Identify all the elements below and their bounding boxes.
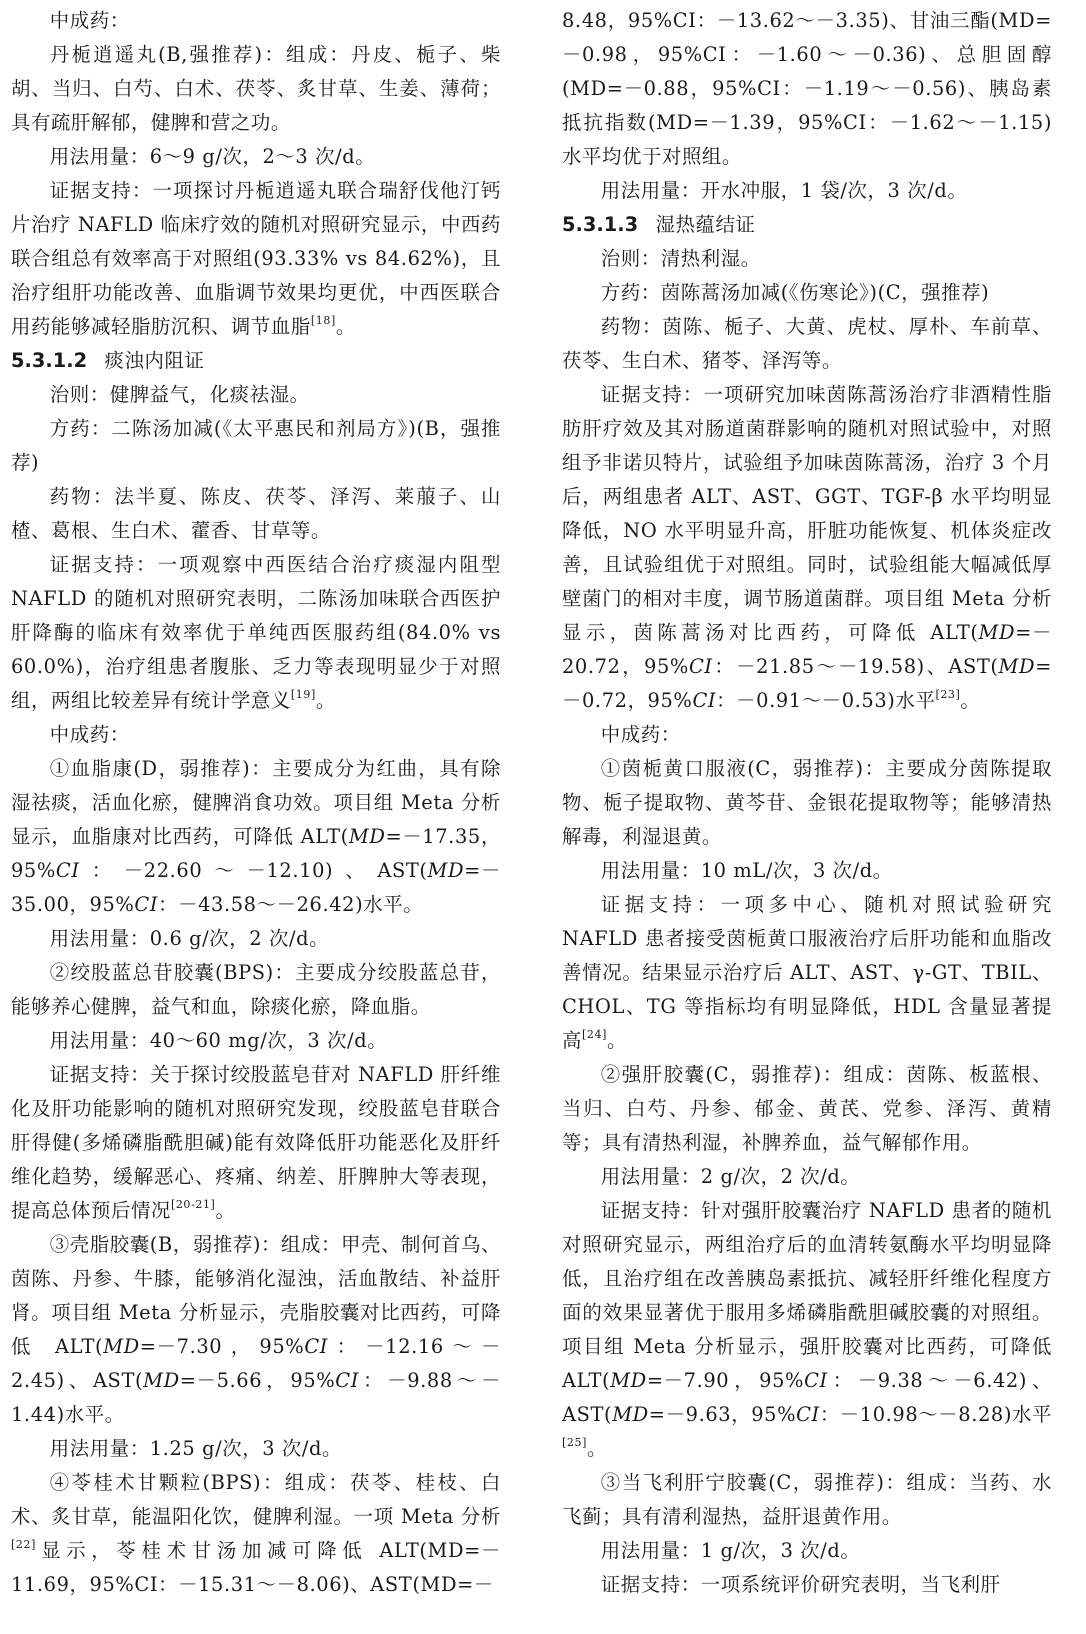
paragraph: 方药：茵陈蒿汤加减(《伤寒论》)(C，强推荐) xyxy=(600,281,990,304)
paragraph: 药物：法半夏、陈皮、茯苓、泽泻、莱菔子、山楂、葛根、生白术、藿香、甘草等。 xyxy=(11,485,501,542)
paragraph: 证据支持：一项探讨丹栀逍遥丸联合瑞舒伐他汀钙片治疗 NAFLD 临床疗效的随机对照研究显示，中西药联合组总有效率高于对照组(93.33% vs 84.62%)，且治疗组肝功能改善、血脂调节效果均更优，中西医联合用药能够减轻脂肪沉积、调节血脂[18]。 xyxy=(11,179,501,338)
paragraph: 证据支持：一项多中心、随机对照试验研究 NAFLD 患者接受茵栀黄口服液治疗后肝功能和血脂改善情况。结果显示治疗后 ALT、AST、γ-GT、TBIL、CHOL、TG 等指标均有明显降低，HDL 含量显著提高[24]。 xyxy=(562,893,1052,1052)
paragraph: 用法用量：0.6 g/次，2 次/d。 xyxy=(49,927,330,950)
paragraph: 治则：健脾益气，化痰祛湿。 xyxy=(49,383,310,406)
paragraph: 治则：清热利湿。 xyxy=(600,247,761,270)
paragraph: 丹栀逍遥丸(B,强推荐)：组成：丹皮、栀子、柴胡、当归、白芍、白术、茯苓、炙甘草、生姜、薄荷；具有疏肝解郁，健脾和营之功。 xyxy=(11,43,501,134)
citation: [20-21] xyxy=(170,1198,216,1211)
paragraph: 用法用量：1 g/次，3 次/d。 xyxy=(600,1539,861,1562)
citation: [18] xyxy=(310,314,336,327)
citation: [23] xyxy=(935,688,961,701)
right-column xyxy=(562,4,1052,1602)
paragraph: ③壳脂胶囊(B，弱推荐)：组成：甲壳、制何首乌、茵陈、丹参、牛膝，能够消化湿浊，活血散结、补益肝肾。项目组 Meta 分析显示，壳脂胶囊对比西药，可降低 ALT(MD=－7.30，95%CI：－12.16～－2.45)、AST(MD=－5.66，95%CI：－9.88～－1.44)水平。 xyxy=(11,1233,501,1426)
paragraph: 证据支持：针对强肝胶囊治疗 NAFLD 患者的随机对照研究显示，两组治疗后的血清转氨酶水平均明显降低，且治疗组在改善胰岛素抵抗、减轻肝纤维化程度方面的效果显著优于服用多烯磷脂酰胆碱胶囊的对照组。项目组 Meta 分析显示，强肝胶囊对比西药，可降低 ALT(MD=－7.90，95%CI：－9.38～－6.42)、AST(MD=－9.63，95%CI：－10.98～－8.28)水平[25]。 xyxy=(562,1199,1053,1460)
section-heading: 5.3.1.3 湿热蕴结证 xyxy=(562,213,756,236)
paragraph: 用法用量：1.25 g/次，3 次/d。 xyxy=(49,1437,343,1460)
paragraph: ②强肝胶囊(C，弱推荐)：组成：茵陈、板蓝根、当归、白芍、丹参、郁金、黄芪、党参、泽泻、黄精等；具有清热利湿，补脾养血，益气解郁作用。 xyxy=(562,1063,1052,1154)
left-column xyxy=(11,4,501,1602)
paragraph: 用法用量：6～9 g/次，2～3 次/d。 xyxy=(49,145,376,168)
paragraph: 证据支持：一项系统评价研究表明，当飞利肝 xyxy=(600,1573,1001,1596)
citation: [24] xyxy=(582,1028,607,1041)
section-heading: 5.3.1.2 痰浊内阻证 xyxy=(11,349,205,372)
paragraph: 用法用量：2 g/次，2 次/d。 xyxy=(600,1165,861,1188)
paragraph: ④苓桂术甘颗粒(BPS)：组成：茯苓、桂枝、白术、炙甘草，能温阳化饮，健脾利湿。一项 Meta 分析[22]显示，苓桂术甘汤加减可降低 ALT(MD=－11.69，95%CI：－15.31～－8.06)、AST(MD=－ xyxy=(11,1471,501,1596)
paragraph: 8.48，95%CI：－13.62～－3.35)、甘油三酯(MD=－0.98，95%CI：－1.60～－0.36)、总胆固醇(MD=－0.88，95%CI：－1.19～－0.56)、胰岛素抵抗指数(MD=－1.39，95%CI：－1.62～－1.15)水平均优于对照组。 xyxy=(562,9,1052,168)
paragraph: 中成药： xyxy=(600,723,681,746)
citation: [22] xyxy=(11,1538,36,1551)
paragraph: ②绞股蓝总苷胶囊(BPS)：主要成分绞股蓝总苷，能够养心健脾，益气和血，除痰化瘀，降血脂。 xyxy=(11,961,501,1018)
citation: [25] xyxy=(562,1436,587,1449)
paragraph: 中成药： xyxy=(49,723,130,746)
paragraph: 证据支持：一项观察中西医结合治疗痰湿内阻型 NAFLD 的随机对照研究表明，二陈汤加味联合西医护肝降酶的临床有效率优于单纯西医服药组(84.0% vs 60.0%)，治疗组患者腹胀、乏力等表现明显少于对照组，两组比较差异有统计学意义[19]。 xyxy=(11,553,501,712)
paragraph: 药物：茵陈、栀子、大黄、虎杖、厚朴、车前草、茯苓、生白术、猪苓、泽泻等。 xyxy=(562,315,1052,372)
paragraph: ①血脂康(D，弱推荐)：主要成分为红曲，具有除湿祛痰，活血化瘀，健脾消食功效。项目组 Meta 分析显示，血脂康对比西药，可降低 ALT(MD=－17.35，95%CI：－22.60～－12.10)、AST(MD=－35.00，95%CI：－43.58～－26.42)水平。 xyxy=(11,757,502,916)
paragraph: ①茵栀黄口服液(C，弱推荐)：主要成分茵陈提取物、栀子提取物、黄芩苷、金银花提取物等；能够清热解毒，利湿退黄。 xyxy=(562,757,1052,848)
paragraph: 中成药： xyxy=(49,9,130,32)
paragraph: ③当飞利肝宁胶囊(C，弱推荐)：组成：当药、水飞蓟；具有清利湿热，益肝退黄作用。 xyxy=(562,1471,1052,1528)
paragraph: 方药：二陈汤加减(《太平惠民和剂局方》)(B，强推荐) xyxy=(11,417,501,474)
paragraph: 证据支持：一项研究加味茵陈蒿汤治疗非酒精性脂肪肝疗效及其对肠道菌群影响的随机对照试验中，对照组予非诺贝特片，试验组予加味茵陈蒿汤，治疗 3 个月后，两组患者 ALT、AST、GGT、TGF-β 水平均明显降低，NO 水平明显升高，肝脏功能恢复、机体炎症改善，且试验组优于对照组。同时，试验组能大幅减低厚壁菌门的相对丰度，调节肠道菌群。项目组 Meta 分析显示，茵陈蒿汤对比西药，可降低 ALT(MD=－20.72，95%CI：－21.85～－19.58)、AST(MD=－0.72，95%CI：－0.91～－0.53)水平[23]。 xyxy=(562,383,1053,712)
paragraph: 证据支持：关于探讨绞股蓝皂苷对 NAFLD 肝纤维化及肝功能影响的随机对照研究发现，绞股蓝皂苷联合肝得健(多烯磷脂酰胆碱)能有效降低肝功能恶化及肝纤维化趋势，缓解恶心、疼痛、纳差、肝脾肿大等表现，提高总体预后情况[20-21]。 xyxy=(11,1063,501,1222)
paragraph: 用法用量：10 mL/次，3 次/d。 xyxy=(600,859,893,882)
paragraph: 用法用量：40～60 mg/次，3 次/d。 xyxy=(49,1029,388,1052)
citation: [19] xyxy=(290,688,316,701)
paragraph: 用法用量：开水冲服，1 袋/次，3 次/d。 xyxy=(600,179,968,202)
